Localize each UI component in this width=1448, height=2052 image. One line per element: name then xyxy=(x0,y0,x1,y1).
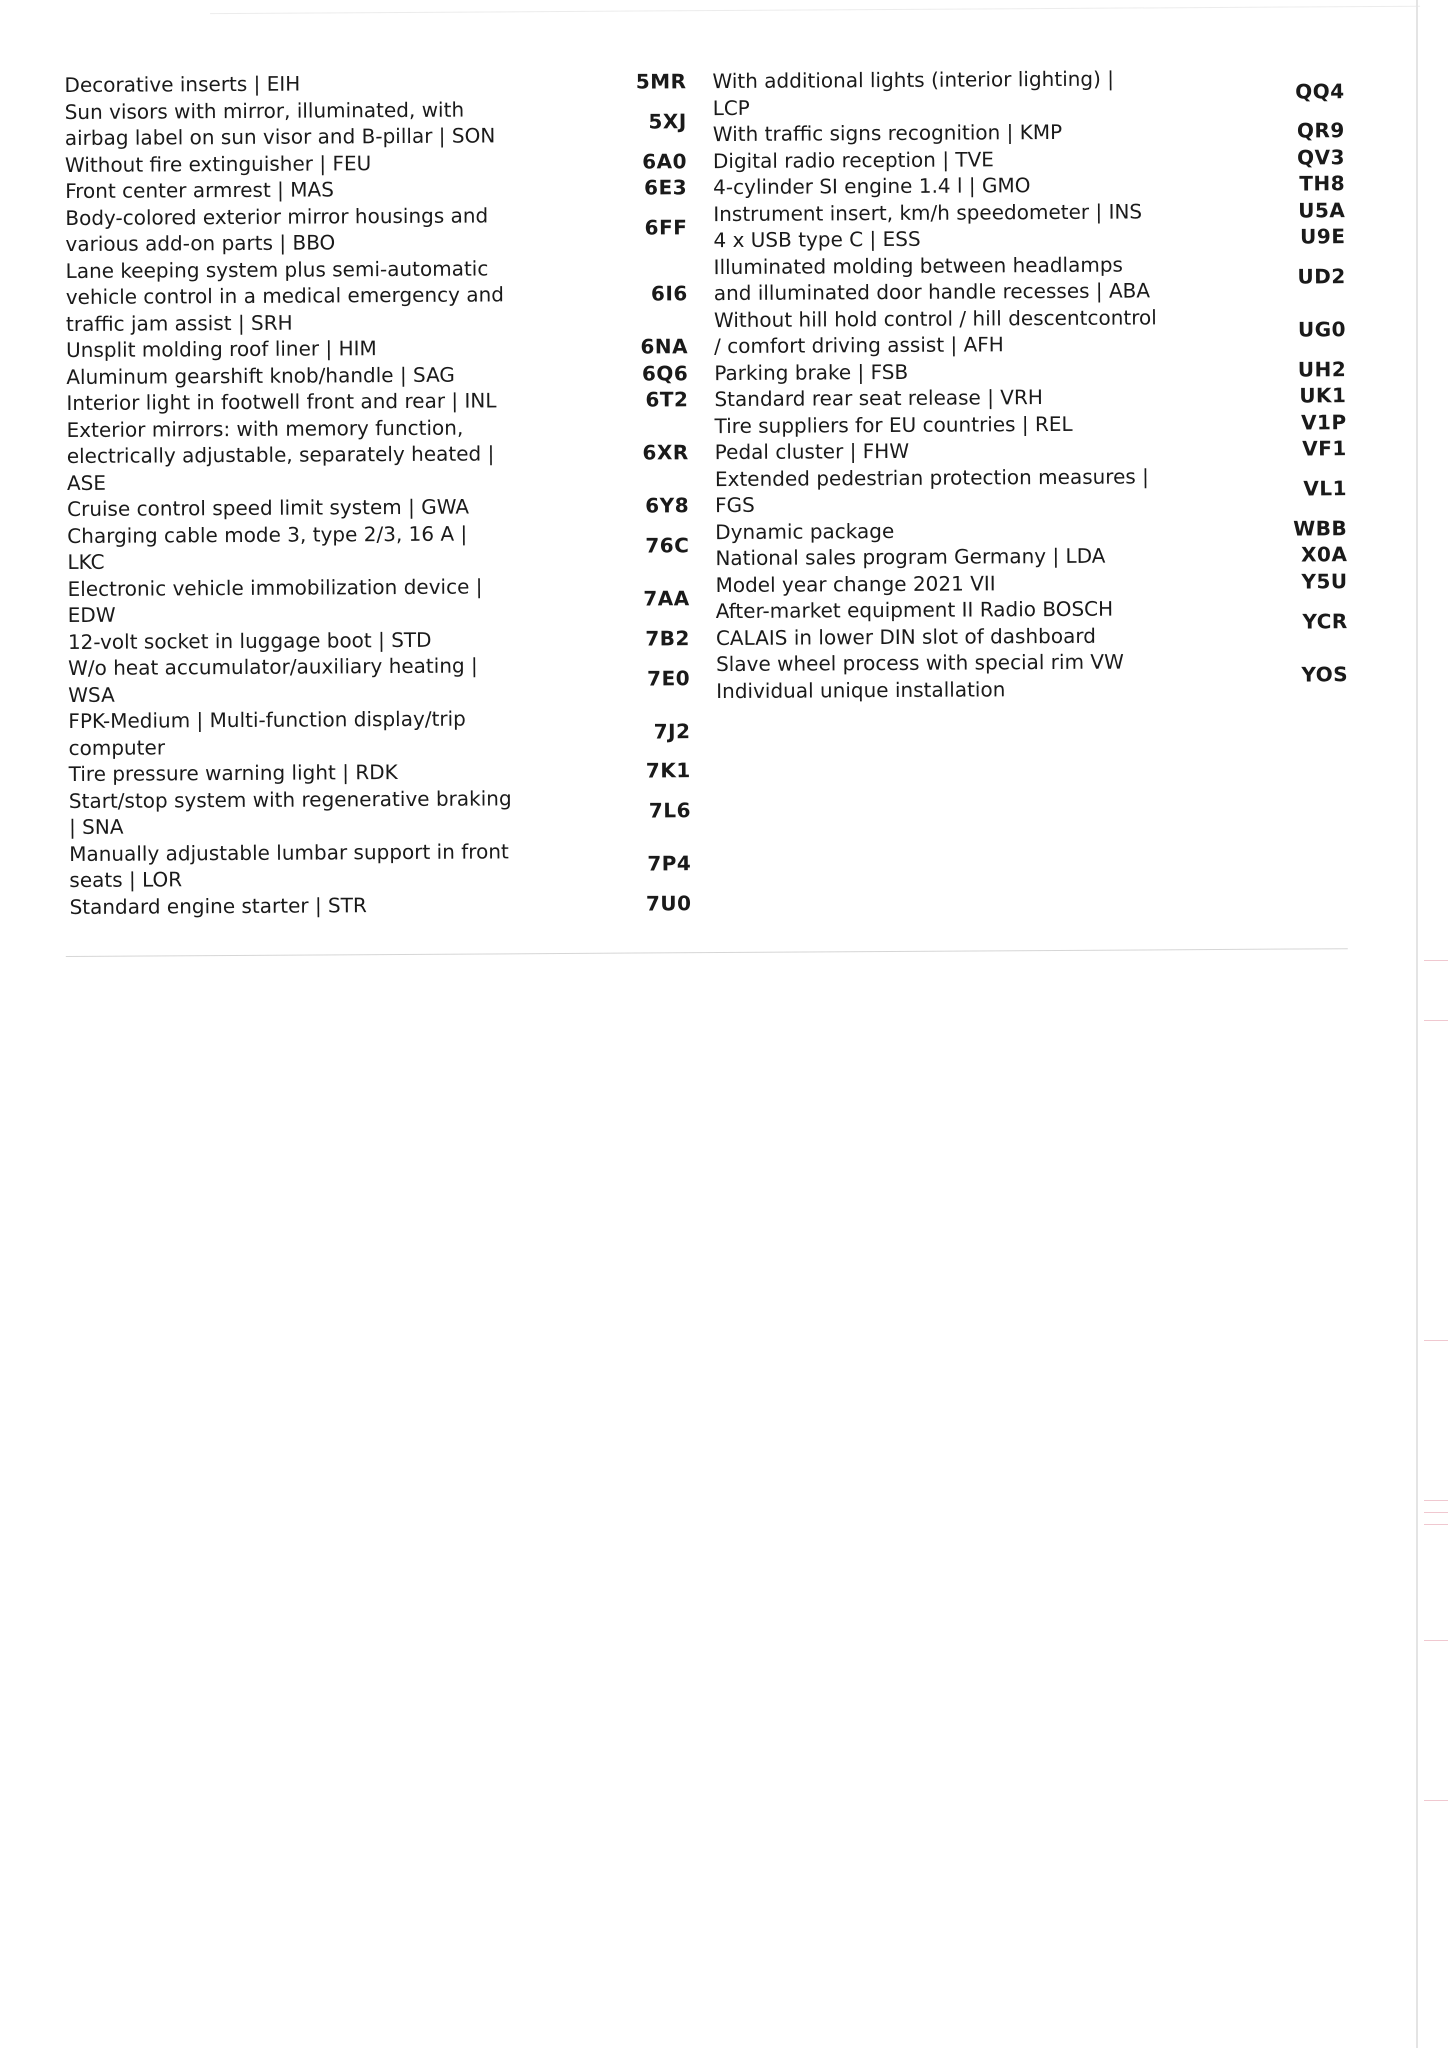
item-code: U9E xyxy=(1300,224,1346,249)
item-code: YCR xyxy=(1302,608,1348,633)
list-item xyxy=(715,568,1351,598)
list-item xyxy=(65,95,705,152)
item-description: Aluminum gearshift knob/handle | SAG xyxy=(66,362,455,389)
scan-edge-marks xyxy=(1420,0,1448,2048)
list-item xyxy=(68,572,708,629)
item-code: 7K1 xyxy=(645,758,691,783)
item-description: After-market equipment II Radio BOSCH CALAIS in lower DIN slot of dashboard xyxy=(715,596,1114,650)
list-item xyxy=(713,223,1349,253)
item-description: Extended pedestrian protection measures | FGS xyxy=(714,463,1149,518)
item-description: Exterior mirrors: with memory function, electrically adjustable, separately heated | ASE xyxy=(66,415,495,495)
list-item xyxy=(715,409,1351,439)
equipment-list-left xyxy=(64,68,709,920)
top-divider xyxy=(210,6,1420,14)
item-code: 6FF xyxy=(644,215,688,240)
item-code: U5A xyxy=(1298,197,1346,223)
item-description: Dynamic package xyxy=(715,518,895,544)
list-item xyxy=(69,757,709,787)
item-description: 4-cylinder SI engine 1.4 l | GMO xyxy=(713,173,1031,200)
item-description: W/o heat accumulator/auxiliary heating | WSA xyxy=(67,653,478,707)
item-description: Manually adjustable lumbar support in front seats | LOR xyxy=(69,838,509,893)
item-description: Cruise control speed limit system | GWA xyxy=(67,494,470,522)
item-code: 6XR xyxy=(642,440,689,465)
item-code: 6Q6 xyxy=(641,360,689,386)
list-item xyxy=(716,647,1352,704)
list-item xyxy=(714,303,1350,360)
list-item xyxy=(64,68,704,98)
list-item xyxy=(715,541,1351,571)
item-description: Sun visors with mirror, illuminated, with airbag label on sun visor and B-pillar | SON xyxy=(64,97,496,151)
item-code: QQ4 xyxy=(1295,78,1345,104)
item-description: Pedal cluster | FHW xyxy=(714,438,910,465)
list-item xyxy=(714,356,1350,386)
list-item xyxy=(67,519,707,576)
item-description: Unsplit molding roof liner | HIM xyxy=(66,336,377,363)
item-code: 6T2 xyxy=(645,387,689,412)
item-code: QR9 xyxy=(1296,118,1345,143)
item-description: Electronic vehicle immobilization device | EDW xyxy=(67,573,483,628)
item-code: UG0 xyxy=(1297,317,1347,342)
list-item xyxy=(66,333,706,363)
list-end-divider xyxy=(66,948,1348,957)
item-code: 6NA xyxy=(640,334,689,359)
item-code: 7L6 xyxy=(648,798,692,823)
list-item xyxy=(66,254,706,337)
item-code: UK1 xyxy=(1299,383,1347,408)
item-description: 4 x USB type C | ESS xyxy=(713,226,921,253)
item-code: UD2 xyxy=(1297,264,1346,289)
item-code: X0A xyxy=(1300,542,1348,567)
list-item xyxy=(67,413,707,496)
item-description: Charging cable mode 3, type 2/3, 16 A | LKC xyxy=(67,521,468,575)
item-description: Tire pressure warning light | RDK xyxy=(68,760,398,787)
item-code: 7E0 xyxy=(647,665,691,690)
list-item xyxy=(714,250,1350,307)
item-code: UH2 xyxy=(1297,356,1347,382)
list-item xyxy=(66,360,706,390)
item-description: Tire suppliers for EU countries | REL xyxy=(714,411,1073,438)
item-description: Slave wheel process with special rim VW Individual unique installation xyxy=(715,649,1124,703)
item-description: Without hill hold control / hill descentcontrol / comfort driving assist | AFH xyxy=(713,304,1157,359)
item-code: 7P4 xyxy=(647,851,692,876)
item-description: Digital radio reception | TVE xyxy=(712,146,994,173)
item-code: V1P xyxy=(1300,409,1347,435)
list-item xyxy=(66,386,706,416)
item-code: 7AA xyxy=(643,586,690,611)
item-code: YOS xyxy=(1301,661,1349,686)
list-item xyxy=(65,201,705,258)
list-item xyxy=(715,435,1351,465)
list-item xyxy=(65,148,705,178)
equipment-list-right xyxy=(712,64,1352,704)
item-description: Interior light in footwell front and rear | INL xyxy=(66,388,497,416)
item-description: Parking brake | FSB xyxy=(714,359,909,385)
item-description: With traffic signs recognition | KMP xyxy=(712,119,1063,147)
list-item xyxy=(713,197,1349,227)
item-description: Standard rear seat release | VRH xyxy=(714,385,1043,412)
item-code: 5MR xyxy=(635,69,687,94)
item-code: 7J2 xyxy=(653,718,691,743)
item-code: 6I6 xyxy=(650,281,688,306)
item-description: Start/stop system with regenerative braking | SNA xyxy=(68,785,512,840)
list-item xyxy=(68,625,708,655)
item-code: Y5U xyxy=(1301,568,1348,594)
item-code: VL1 xyxy=(1303,476,1348,501)
item-description: Front center armrest | MAS xyxy=(65,177,334,204)
item-description: Instrument insert, km/h speedometer | INS xyxy=(713,198,1143,226)
item-code: QV3 xyxy=(1296,144,1346,170)
item-code: 6E3 xyxy=(644,175,688,200)
item-description: Standard engine starter | STR xyxy=(69,892,367,919)
item-description: Model year change 2021 VII xyxy=(715,570,996,597)
page-edge xyxy=(1416,0,1418,2048)
list-item xyxy=(68,651,708,708)
list-item xyxy=(715,515,1351,545)
list-item xyxy=(713,170,1349,200)
item-code: 76C xyxy=(645,533,690,558)
item-description: Without fire extinguisher | FEU xyxy=(64,150,372,177)
item-code: 7U0 xyxy=(645,890,692,916)
item-description: Illuminated molding between headlamps and illuminated door handle recesses | ABA xyxy=(713,252,1151,306)
item-code: 6Y8 xyxy=(645,493,690,518)
list-item xyxy=(713,144,1349,174)
item-code: 5XJ xyxy=(648,109,687,134)
item-description: Lane keeping system plus semi-automatic vehicle control in a medical emergency and traffic jam assist | SRH xyxy=(65,255,505,336)
list-item xyxy=(69,890,709,920)
item-code: WBB xyxy=(1293,515,1348,541)
list-item xyxy=(715,462,1351,519)
list-item xyxy=(65,174,705,204)
item-code: 7B2 xyxy=(645,625,690,651)
list-item xyxy=(69,784,709,841)
item-description: National sales program Germany | LDA xyxy=(715,543,1106,571)
item-description: With additional lights (interior lighting) | LCP xyxy=(712,66,1115,120)
item-description: FPK-Medium | Multi-function display/trip computer xyxy=(68,706,466,760)
list-item xyxy=(716,594,1352,651)
list-item xyxy=(68,704,708,761)
list-item xyxy=(714,382,1350,412)
item-code: TH8 xyxy=(1299,171,1346,196)
list-item xyxy=(712,64,1348,121)
list-item xyxy=(713,117,1349,147)
item-description: 12-volt socket in luggage boot | STD xyxy=(67,627,432,654)
list-item xyxy=(67,492,707,522)
item-description: Body-colored exterior mirror housings and various add-on parts | BBO xyxy=(65,202,489,257)
list-item xyxy=(69,837,709,894)
item-code: VF1 xyxy=(1302,436,1347,461)
item-code: 6A0 xyxy=(642,148,688,174)
item-description: Decorative inserts | EIH xyxy=(64,71,301,98)
